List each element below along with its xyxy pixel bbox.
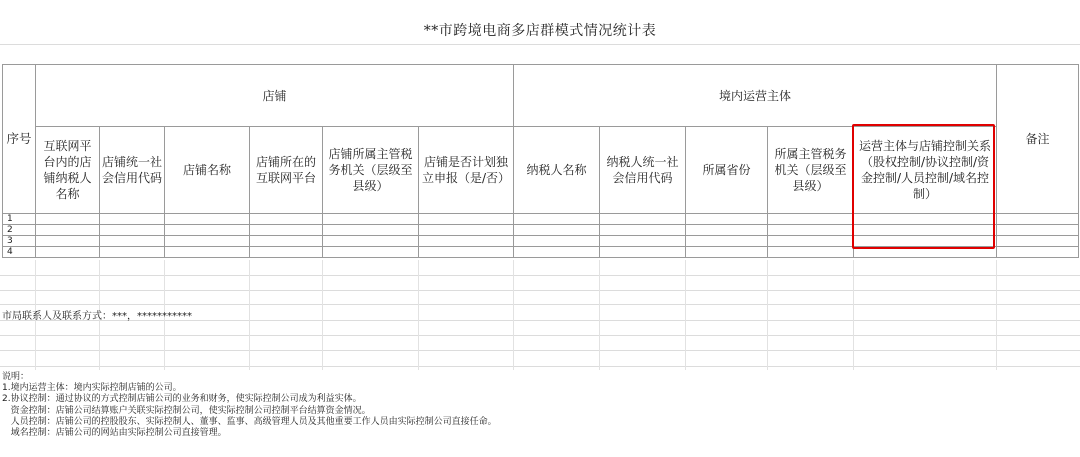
notes-section — [2, 372, 497, 439]
table-row — [3, 236, 1079, 247]
col-header: 所属主管税务机关（层级至县级） — [768, 127, 854, 214]
col-header: 店铺统一社会信用代码 — [100, 127, 165, 214]
grid-line — [0, 366, 1080, 367]
col-header: 互联网平台内的店铺纳税人名称 — [36, 127, 100, 214]
table-row — [3, 225, 1079, 236]
header-group-store: 店铺 — [36, 65, 514, 127]
grid-line — [767, 260, 768, 370]
note-line: 2.协议控制：通过协议的方式控制店铺公司的业务和财务，使实际控制公司成为利益实体。 — [2, 394, 362, 405]
header-remarks: 备注 — [997, 65, 1079, 214]
statistics-table — [2, 64, 1079, 258]
notes-heading: 说明： — [2, 372, 30, 382]
grid-line — [322, 260, 323, 370]
grid-line — [0, 290, 1080, 291]
row-number: 4 — [3, 247, 36, 258]
grid-line — [685, 260, 686, 370]
header-group-entity: 境内运营主体 — [514, 65, 997, 127]
grid-line — [853, 260, 854, 370]
col-header: 店铺是否计划独立申报（是/否） — [419, 127, 514, 214]
col-header: 店铺名称 — [165, 127, 250, 214]
sheet-title: **市跨境电商多店群模式情况统计表 — [423, 23, 657, 39]
row-number: 1 — [3, 214, 36, 225]
table-row — [3, 247, 1079, 258]
col-header: 店铺所属主管税务机关（层级至县级） — [323, 127, 419, 214]
note-line: 域名控制：店铺公司的网站由实际控制公司直接管理。 — [2, 428, 227, 439]
col-header: 店铺所在的互联网平台 — [250, 127, 323, 214]
col-header: 纳税人名称 — [514, 127, 600, 214]
grid-line — [0, 304, 1080, 305]
col-header: 所属省份 — [686, 127, 768, 214]
grid-line — [249, 260, 250, 370]
col-header: 运营主体与店铺控制关系（股权控制/协议控制/资金控制/人员控制/域名控制） — [854, 127, 997, 214]
table-row — [3, 214, 1079, 225]
grid-line — [418, 260, 419, 370]
note-line: 人员控制：店铺公司的控股股东、实际控制人、董事、监事、高级管理人员及其他重要工作人员由实际控制公司直接任命。 — [2, 416, 497, 427]
contact-line: 市局联系人及联系方式：***，*********** — [2, 311, 192, 322]
row-number: 2 — [3, 225, 36, 236]
row-number: 3 — [3, 236, 36, 247]
grid-line — [513, 260, 514, 370]
note-line: 1.境内运营主体：境内实际控制店铺的公司。 — [2, 383, 182, 394]
header-row-columns — [3, 127, 1079, 214]
grid-line — [0, 350, 1080, 351]
grid-line — [0, 44, 1080, 45]
header-row-group — [3, 65, 1079, 127]
header-seq: 序号 — [3, 65, 36, 214]
grid-line — [996, 260, 997, 370]
grid-line — [0, 335, 1080, 336]
grid-line — [599, 260, 600, 370]
grid-line — [0, 275, 1080, 276]
col-header: 纳税人统一社会信用代码 — [600, 127, 686, 214]
note-line: 资金控制：店铺公司结算账户关联实际控制公司，使实际控制公司控制平台结算资金情况。 — [2, 405, 371, 416]
